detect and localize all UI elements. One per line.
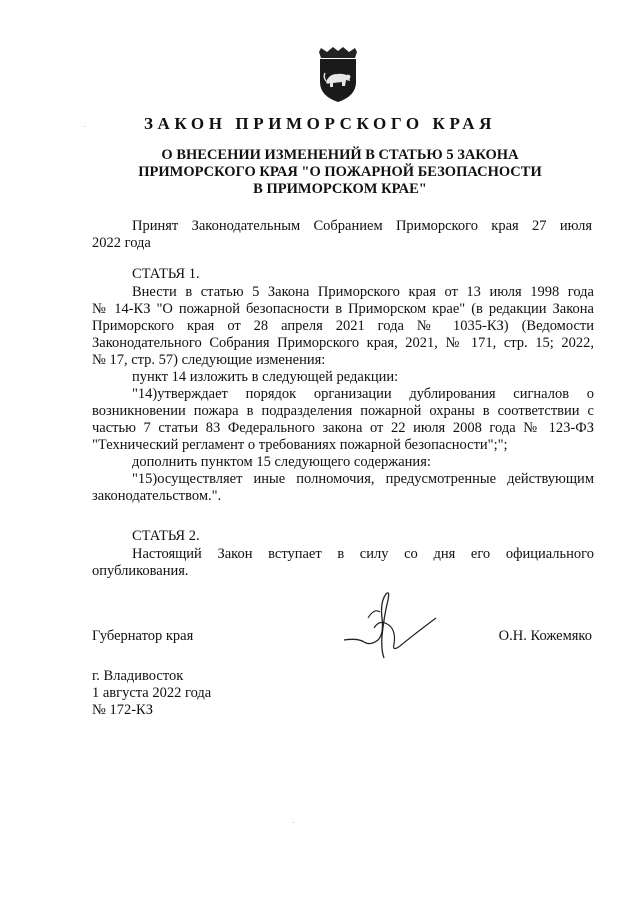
article-line: законодательством.". bbox=[92, 488, 222, 504]
subtitle-line: ПРИМОРСКОГО КРАЯ "О ПОЖАРНОЙ БЕЗОПАСНОСТИ bbox=[138, 164, 542, 180]
article-line: Законодательного Собрания Приморского края, 2021, № 171, стр. 15; 2022, bbox=[92, 335, 594, 351]
article-line: "Технический регламент о требованиях пожарной безопасности";"; bbox=[92, 437, 508, 453]
city: г. Владивосток bbox=[92, 668, 184, 684]
article-line: Внести в статью 5 Закона Приморского края от 13 июля 1998 года bbox=[132, 284, 594, 300]
article-line: пункт 14 изложить в следующей редакции: bbox=[132, 369, 399, 385]
adoption-statement bbox=[92, 218, 592, 252]
article-2-body bbox=[92, 546, 594, 580]
article-line: № 14-КЗ "О пожарной безопасности в Приморском крае" (в редакции Закона bbox=[92, 301, 594, 317]
scan-speck bbox=[293, 822, 294, 823]
article-line: частью 7 статьи 83 Федерального закона от 22 июля 2008 года № 123-ФЗ bbox=[92, 420, 594, 436]
law-number: № 172-КЗ bbox=[92, 702, 153, 718]
law-subtitle bbox=[80, 147, 600, 198]
article-1-heading: СТАТЬЯ 1. bbox=[132, 266, 200, 282]
subtitle-line: В ПРИМОРСКОМ КРАЕ" bbox=[253, 181, 427, 197]
article-line: № 17, стр. 57) следующие изменения: bbox=[92, 352, 326, 368]
article-1-body bbox=[92, 284, 594, 505]
signing-date: 1 августа 2022 года bbox=[92, 685, 212, 701]
article-line: "15)осуществляет иные полномочия, предусмотренные действующим bbox=[132, 471, 594, 487]
place-and-date bbox=[92, 668, 211, 719]
handwritten-signature bbox=[340, 588, 440, 662]
article-line: опубликования. bbox=[92, 563, 189, 579]
adoption-line: Принят Законодательным Собранием Приморского края 27 июля bbox=[132, 218, 592, 234]
article-line: Настоящий Закон вступает в силу со дня его официального bbox=[132, 546, 594, 562]
coat-of-arms-icon bbox=[317, 46, 359, 104]
article-line: "14)утверждает порядок организации дублирования сигналов о bbox=[132, 386, 594, 402]
article-line: возникновении пожара в подразделения пожарной охраны в соответствии с bbox=[92, 403, 594, 419]
signatory-position: Губернатор края bbox=[92, 628, 194, 644]
article-line: Приморского края от 28 апреля 2021 года № 1035-КЗ) (Ведомости bbox=[92, 318, 594, 334]
signatory-name: О.Н. Кожемяко bbox=[498, 628, 592, 644]
adoption-line: 2022 года bbox=[92, 235, 151, 251]
subtitle-line: О ВНЕСЕНИИ ИЗМЕНЕНИЙ В СТАТЬЮ 5 ЗАКОНА bbox=[161, 147, 519, 163]
law-title: ЗАКОН ПРИМОРСКОГО КРАЯ bbox=[143, 114, 497, 133]
article-line: дополнить пунктом 15 следующего содержания: bbox=[132, 454, 431, 470]
scan-speck bbox=[84, 126, 85, 127]
article-2-heading: СТАТЬЯ 2. bbox=[132, 528, 200, 544]
